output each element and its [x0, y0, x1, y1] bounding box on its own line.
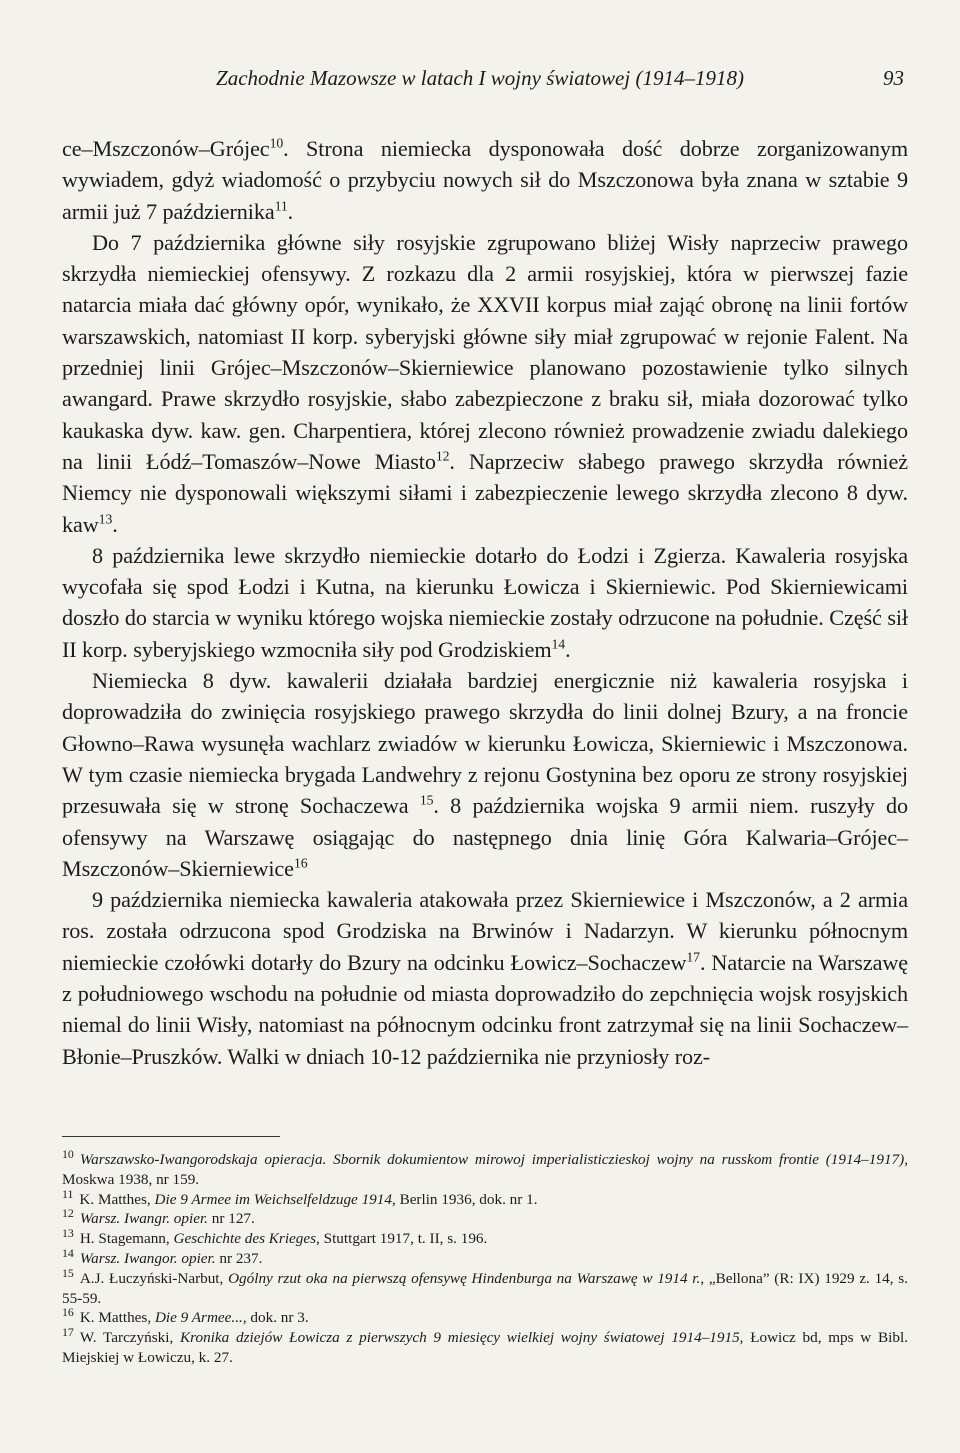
footnote-number: 13: [62, 1226, 74, 1241]
footnote-italic-title: Die 9 Armee...: [154, 1309, 243, 1327]
footnote-number: 14: [62, 1245, 74, 1260]
footnote-11: $^{11}$ K. Matthes, Die 9 Armee im Weichselfeldzuge 1914, Berlin 1936, dok. nr 1.: [62, 1186, 538, 1208]
running-head: [0, 66, 960, 102]
footnote-10: $^{10}$ Warszawsko-Iwangorodskaja opieracja. Sbornik dokumientow mirowoj imperialisticzieskoj wojny na russkom frontie (1914–1917), Moskwa 1938, nr 159.: [62, 1146, 908, 1188]
footnote-17: $^{17}$ W. Tarczyński, Kronika dziejów Łowicza z pierwszych 9 miesięcy wielkiej wojny światowej 1914–1915, Łowicz bd, mps w Bibl. Miejskiej w Łowiczu, k. 27.: [62, 1325, 908, 1366]
footnote-number: 10: [62, 1146, 74, 1161]
footnote-13: $^{13}$ H. Stagemann, Geschichte des Krieges, Stuttgart 1917, t. II, s. 196.: [62, 1226, 488, 1248]
footnote-number: 16: [62, 1305, 74, 1320]
paragraph: 9 października niemiecka kawaleria atakowała przez Skierniewice i Mszczonów, a 2 armia ros. została odrzucona spod Grodziska na Brwinów i Nadarzyn. W kierunku północnym niemieckie czołówki dotarły do Bzury na odcinku Łowicz–Sochaczew$^{17}$. Natarcie na Warszawę z południowego wschodu na południe od miasta doprowadziło do zepchnięcia wojsk rosyjskich niemal do linii Wisły, natomiast na północnym odcinku front zatrzymał się na linii Sochaczew–Błonie–Pruszków. Walki w dniach 10-12 października nie przyniosły roz-: [62, 887, 908, 1069]
footnote-ref[interactable]: 13: [98, 511, 113, 527]
footnote-number: 11: [62, 1186, 74, 1201]
footnote-ref[interactable]: 14: [551, 636, 566, 652]
footnote-italic-title: Warsz. Iwangr. opier.: [79, 1210, 208, 1228]
footnote-number: 15: [62, 1265, 74, 1280]
footnote-italic-title: Die 9 Armee im Weichselfeldzuge 1914: [154, 1190, 392, 1208]
running-head-title: Zachodnie Mazowsze w latach I wojny światowej (1914–1918): [216, 66, 744, 90]
footnote-italic-title: Ogólny rzut oka na pierwszą ofensywę Hindenburga na Warszawę w 1914 r.: [228, 1269, 701, 1287]
footnote-14: $^{14}$ Warsz. Iwangor. opier. nr 237.: [62, 1245, 263, 1267]
footnote-ref[interactable]: 11: [274, 198, 288, 214]
footnotes: [62, 1146, 908, 1368]
footnote-ref[interactable]: 15: [419, 792, 434, 808]
paragraph: Do 7 października główne siły rosyjskie zgrupowano bliżej Wisły naprzeciw prawego skrzydła niemieckiej ofensywy. Z rozkazu dla 2 armii rosyjskiej, która w pierwszej fazie natarcia miała dać główny opór, wynikało, że XXVII korpus miał zająć obronę na linii fortów warszawskich, natomiast II korp. syberyjski główne siły miał zgrupować w rejonie Falent. Na przedniej linii Grójec–Mszczonów–Skierniewice planowano pozostawienie tylko silnych awangard. Prawe skrzydło rosyjskie, słabo zabezpieczone z braku sił, miała dozorować tylko kaukaska dyw. kaw. gen. Charpentiera, której zlecono również prowadzenie zwiadu dalekiego na linii Łódź–Tomaszów–Nowe Miasto$^{12}$. Naprzeciw słabego prawego skrzydła również Niemcy nie dysponowali większymi siłami i zabezpieczenie lewego skrzydła zlecono 8 dyw. kaw$^{13}$.: [62, 229, 908, 537]
footnote-ref[interactable]: 10: [269, 135, 284, 151]
footnote-12: $^{12}$ Warsz. Iwangr. opier. nr 127.: [62, 1206, 255, 1228]
footnote-italic-title: Geschichte des Krieges: [173, 1230, 317, 1248]
footnote-15: $^{15}$ A.J. Łuczyński-Narbut, Ogólny rzut oka na pierwszą ofensywę Hindenburga na Warszawę w 1914 r., „Bellona” (R: IX) 1929 z. 14, s. 55-59.: [62, 1265, 908, 1307]
footnote-italic-title: Kronika dziejów Łowicza z pierwszych 9 miesięcy wielkiej wojny światowej 1914–1915: [180, 1329, 740, 1347]
footnote-italic-title: Warsz. Iwangor. opier.: [79, 1249, 216, 1267]
page-number: 93: [883, 66, 904, 90]
footnote-italic-title: Warszawsko-Iwangorodskaja opieracja. Sbornik dokumientow mirowoj imperialisticzieskoj wojny na russkom frontie (1914–1917): [79, 1151, 905, 1168]
body-text: [62, 133, 908, 1072]
paragraph: 8 października lewe skrzydło niemieckie dotarło do Łodzi i Zgierza. Kawaleria rosyjska wycofała się spod Łodzi i Kutna, na kierunku Łowicza i Skierniewic. Pod Skierniewicami doszło do starcia w wyniku którego wojska niemieckie zostały odrzucone na południe. Część sił II korp. syberyjskiego wzmocniła siły pod Grodziskiem$^{14}$.: [62, 542, 908, 662]
footnote-ref[interactable]: 17: [686, 949, 700, 965]
footnote-16: $^{16}$ K. Matthes, Die 9 Armee..., dok. nr 3.: [62, 1305, 309, 1327]
paragraph: Niemiecka 8 dyw. kawalerii działała bardziej energicznie niż kawaleria rosyjska i doprowadziła do zwinięcia rosyjskiego prawego skrzydła do linii dolnej Bzury, a na froncie Głowno–Rawa wysunęła wachlarz zwiadów w kierunku Łowicza, Skierniewic i Mszczonowa. W tym czasie niemiecka brygada Landwehry z rejonu Gostynina bez oporu ze strony rosyjskiej przesuwała się w stronę Sochaczewa $^{15}$. 8 października wojska 9 armii niem. ruszyły do ofensywy na Warszawę osiągając do następnego dnia linię Góra Kalwaria–Grójec–Mszczonów–Skierniewice$^{16}$: [62, 668, 908, 881]
footnote-ref[interactable]: 16: [293, 855, 308, 871]
footnote-number: 12: [62, 1206, 74, 1221]
footnote-separator: [62, 1136, 280, 1137]
footnote-ref[interactable]: 12: [435, 448, 450, 464]
footnote-number: 17: [62, 1325, 74, 1340]
paragraph: ce–Mszczonów–Grójec$^{10}$. Strona niemiecka dysponowała dość dobrze zorganizowanym wywiadem, gdyż wiadomość o przybyciu nowych sił do Mszczonowa była znana w sztabie 9 armii już 7 października$^{11}$.: [62, 135, 908, 224]
